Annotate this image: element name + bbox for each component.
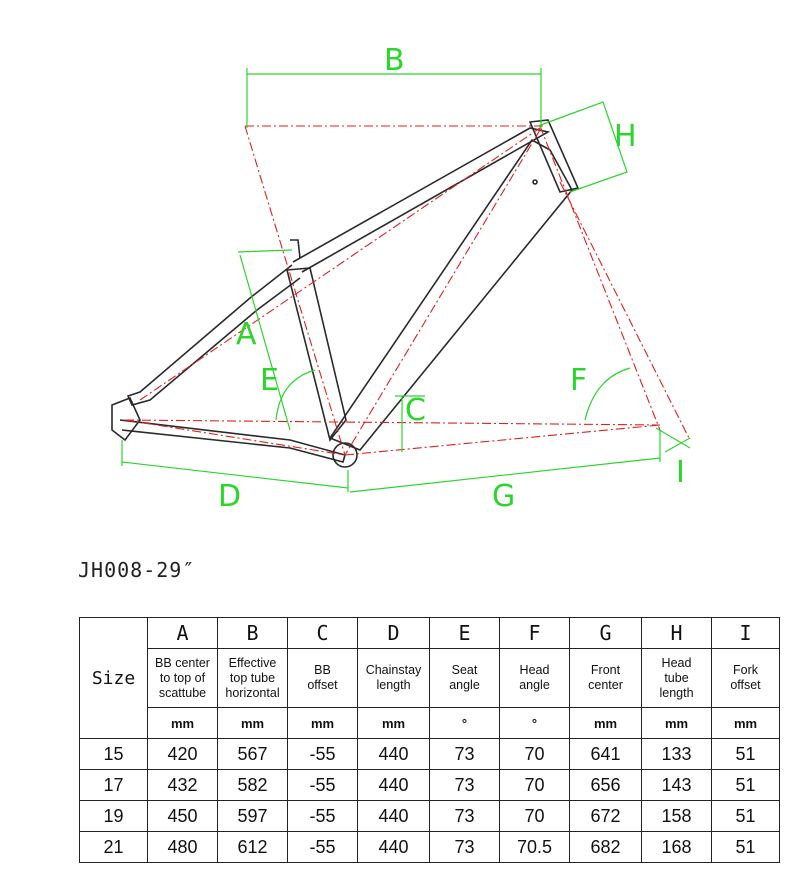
label-B: B — [384, 43, 405, 78]
value-cell-g: 656 — [570, 770, 642, 801]
value-cell-c: -55 — [288, 832, 358, 863]
column-unit-d: mm — [358, 708, 430, 739]
desc-line: length — [659, 685, 694, 700]
column-letter-g: G — [570, 618, 642, 649]
value-cell-d: 440 — [358, 832, 430, 863]
column-unit-i: mm — [712, 708, 780, 739]
desc-line: horizontal — [225, 685, 280, 700]
value-cell-f: 70.5 — [500, 832, 570, 863]
label-C: C — [405, 393, 426, 428]
value-cell-i: 51 — [712, 832, 780, 863]
table-row — [80, 770, 780, 801]
value-cell-b: 582 — [218, 770, 288, 801]
column-desc-f — [500, 649, 570, 708]
bike-frame — [112, 120, 578, 467]
desc-line: Front — [590, 663, 621, 677]
value-cell-a: 480 — [148, 832, 218, 863]
desc-line: angle — [449, 678, 480, 692]
column-letter-a: A — [148, 618, 218, 649]
value-cell-i: 51 — [712, 770, 780, 801]
label-D: D — [218, 479, 242, 514]
desc-line: BB center — [155, 655, 210, 670]
value-cell-a: 450 — [148, 801, 218, 832]
desc-line: scattube — [158, 685, 207, 700]
down-tube-axis — [345, 130, 540, 455]
desc-line: top tube — [229, 670, 276, 685]
value-cell-c: -55 — [288, 739, 358, 770]
column-letter-e: E — [430, 618, 500, 649]
value-cell-c: -55 — [288, 801, 358, 832]
table-body — [80, 618, 780, 863]
column-desc-a — [148, 649, 218, 708]
column-unit-h: mm — [642, 708, 712, 739]
column-desc-d — [358, 649, 430, 708]
value-cell-f: 70 — [500, 770, 570, 801]
table-row — [80, 832, 780, 863]
column-unit-g: mm — [570, 708, 642, 739]
value-cell-g: 641 — [570, 739, 642, 770]
desc-line: Effective — [228, 655, 277, 670]
column-letter-f: F — [500, 618, 570, 649]
desc-line: offset — [307, 678, 338, 692]
value-cell-h: 143 — [642, 770, 712, 801]
value-cell-d: 440 — [358, 801, 430, 832]
column-unit-f: ° — [500, 708, 570, 739]
column-letter-d: D — [358, 618, 430, 649]
size-cell: 21 — [80, 832, 148, 863]
table-row — [80, 739, 780, 770]
header-letter-row — [80, 618, 780, 649]
header-desc-row — [80, 649, 780, 708]
column-letter-i: I — [712, 618, 780, 649]
desc-line: Seat — [451, 663, 478, 677]
value-cell-d: 440 — [358, 739, 430, 770]
column-desc-i — [712, 649, 780, 708]
dimension-lines — [122, 68, 690, 492]
desc-line: offset — [730, 678, 761, 692]
value-cell-h: 158 — [642, 801, 712, 832]
value-cell-b: 597 — [218, 801, 288, 832]
fork-line — [560, 182, 690, 440]
seat-post-stub — [290, 240, 300, 258]
size-cell: 17 — [80, 770, 148, 801]
size-header: Size — [80, 618, 148, 739]
desc-line: Fork — [733, 663, 758, 677]
label-F: F — [570, 363, 588, 398]
value-cell-h: 168 — [642, 832, 712, 863]
header-unit-row — [80, 708, 780, 739]
label-I: I — [676, 455, 685, 490]
column-letter-b: B — [218, 618, 288, 649]
value-cell-i: 51 — [712, 739, 780, 770]
bb-to-front-axle-line — [345, 425, 660, 455]
value-cell-e: 73 — [430, 770, 500, 801]
value-cell-e: 73 — [430, 801, 500, 832]
value-cell-e: 73 — [430, 739, 500, 770]
desc-line: tube — [664, 670, 689, 685]
wheel-axle-line — [125, 420, 660, 425]
geometry-table — [79, 617, 780, 863]
value-cell-d: 440 — [358, 770, 430, 801]
table-row — [80, 801, 780, 832]
size-cell: 19 — [80, 801, 148, 832]
column-letter-c: C — [288, 618, 358, 649]
column-desc-e — [430, 649, 500, 708]
dim-F-arc — [585, 368, 630, 420]
label-E: E — [260, 363, 279, 398]
desc-line: Head — [661, 655, 692, 670]
value-cell-f: 70 — [500, 801, 570, 832]
label-A: A — [236, 317, 257, 352]
steering-axis — [540, 126, 660, 430]
column-unit-a: mm — [148, 708, 218, 739]
desc-line: length — [376, 678, 411, 692]
column-desc-c — [288, 649, 358, 708]
desc-line: BB — [314, 663, 331, 677]
column-desc-h — [642, 649, 712, 708]
column-unit-e: ° — [430, 708, 500, 739]
top-tube-axis — [140, 128, 540, 400]
chainstay — [120, 420, 345, 462]
desc-line: Chainstay — [365, 663, 422, 677]
value-cell-e: 73 — [430, 832, 500, 863]
value-cell-b: 567 — [218, 739, 288, 770]
size-cell: 15 — [80, 739, 148, 770]
column-unit-c: mm — [288, 708, 358, 739]
desc-line: Head — [519, 663, 550, 677]
value-cell-c: -55 — [288, 770, 358, 801]
column-desc-g — [570, 649, 642, 708]
label-H: H — [614, 119, 637, 154]
column-letter-h: H — [642, 618, 712, 649]
top-tube — [293, 128, 548, 272]
value-cell-a: 432 — [148, 770, 218, 801]
column-desc-b — [218, 649, 288, 708]
column-unit-b: mm — [218, 708, 288, 739]
desc-line: center — [588, 678, 623, 692]
value-cell-f: 70 — [500, 739, 570, 770]
dim-E-arc — [276, 370, 315, 420]
value-cell-g: 682 — [570, 832, 642, 863]
model-name: JH008-29″ — [78, 558, 196, 582]
desc-line: angle — [519, 678, 550, 692]
value-cell-a: 420 — [148, 739, 218, 770]
value-cell-b: 612 — [218, 832, 288, 863]
value-cell-g: 672 — [570, 801, 642, 832]
value-cell-i: 51 — [712, 801, 780, 832]
value-cell-h: 133 — [642, 739, 712, 770]
desc-line: to top of — [159, 670, 206, 685]
cable-port — [533, 180, 537, 184]
label-G: G — [492, 479, 516, 514]
